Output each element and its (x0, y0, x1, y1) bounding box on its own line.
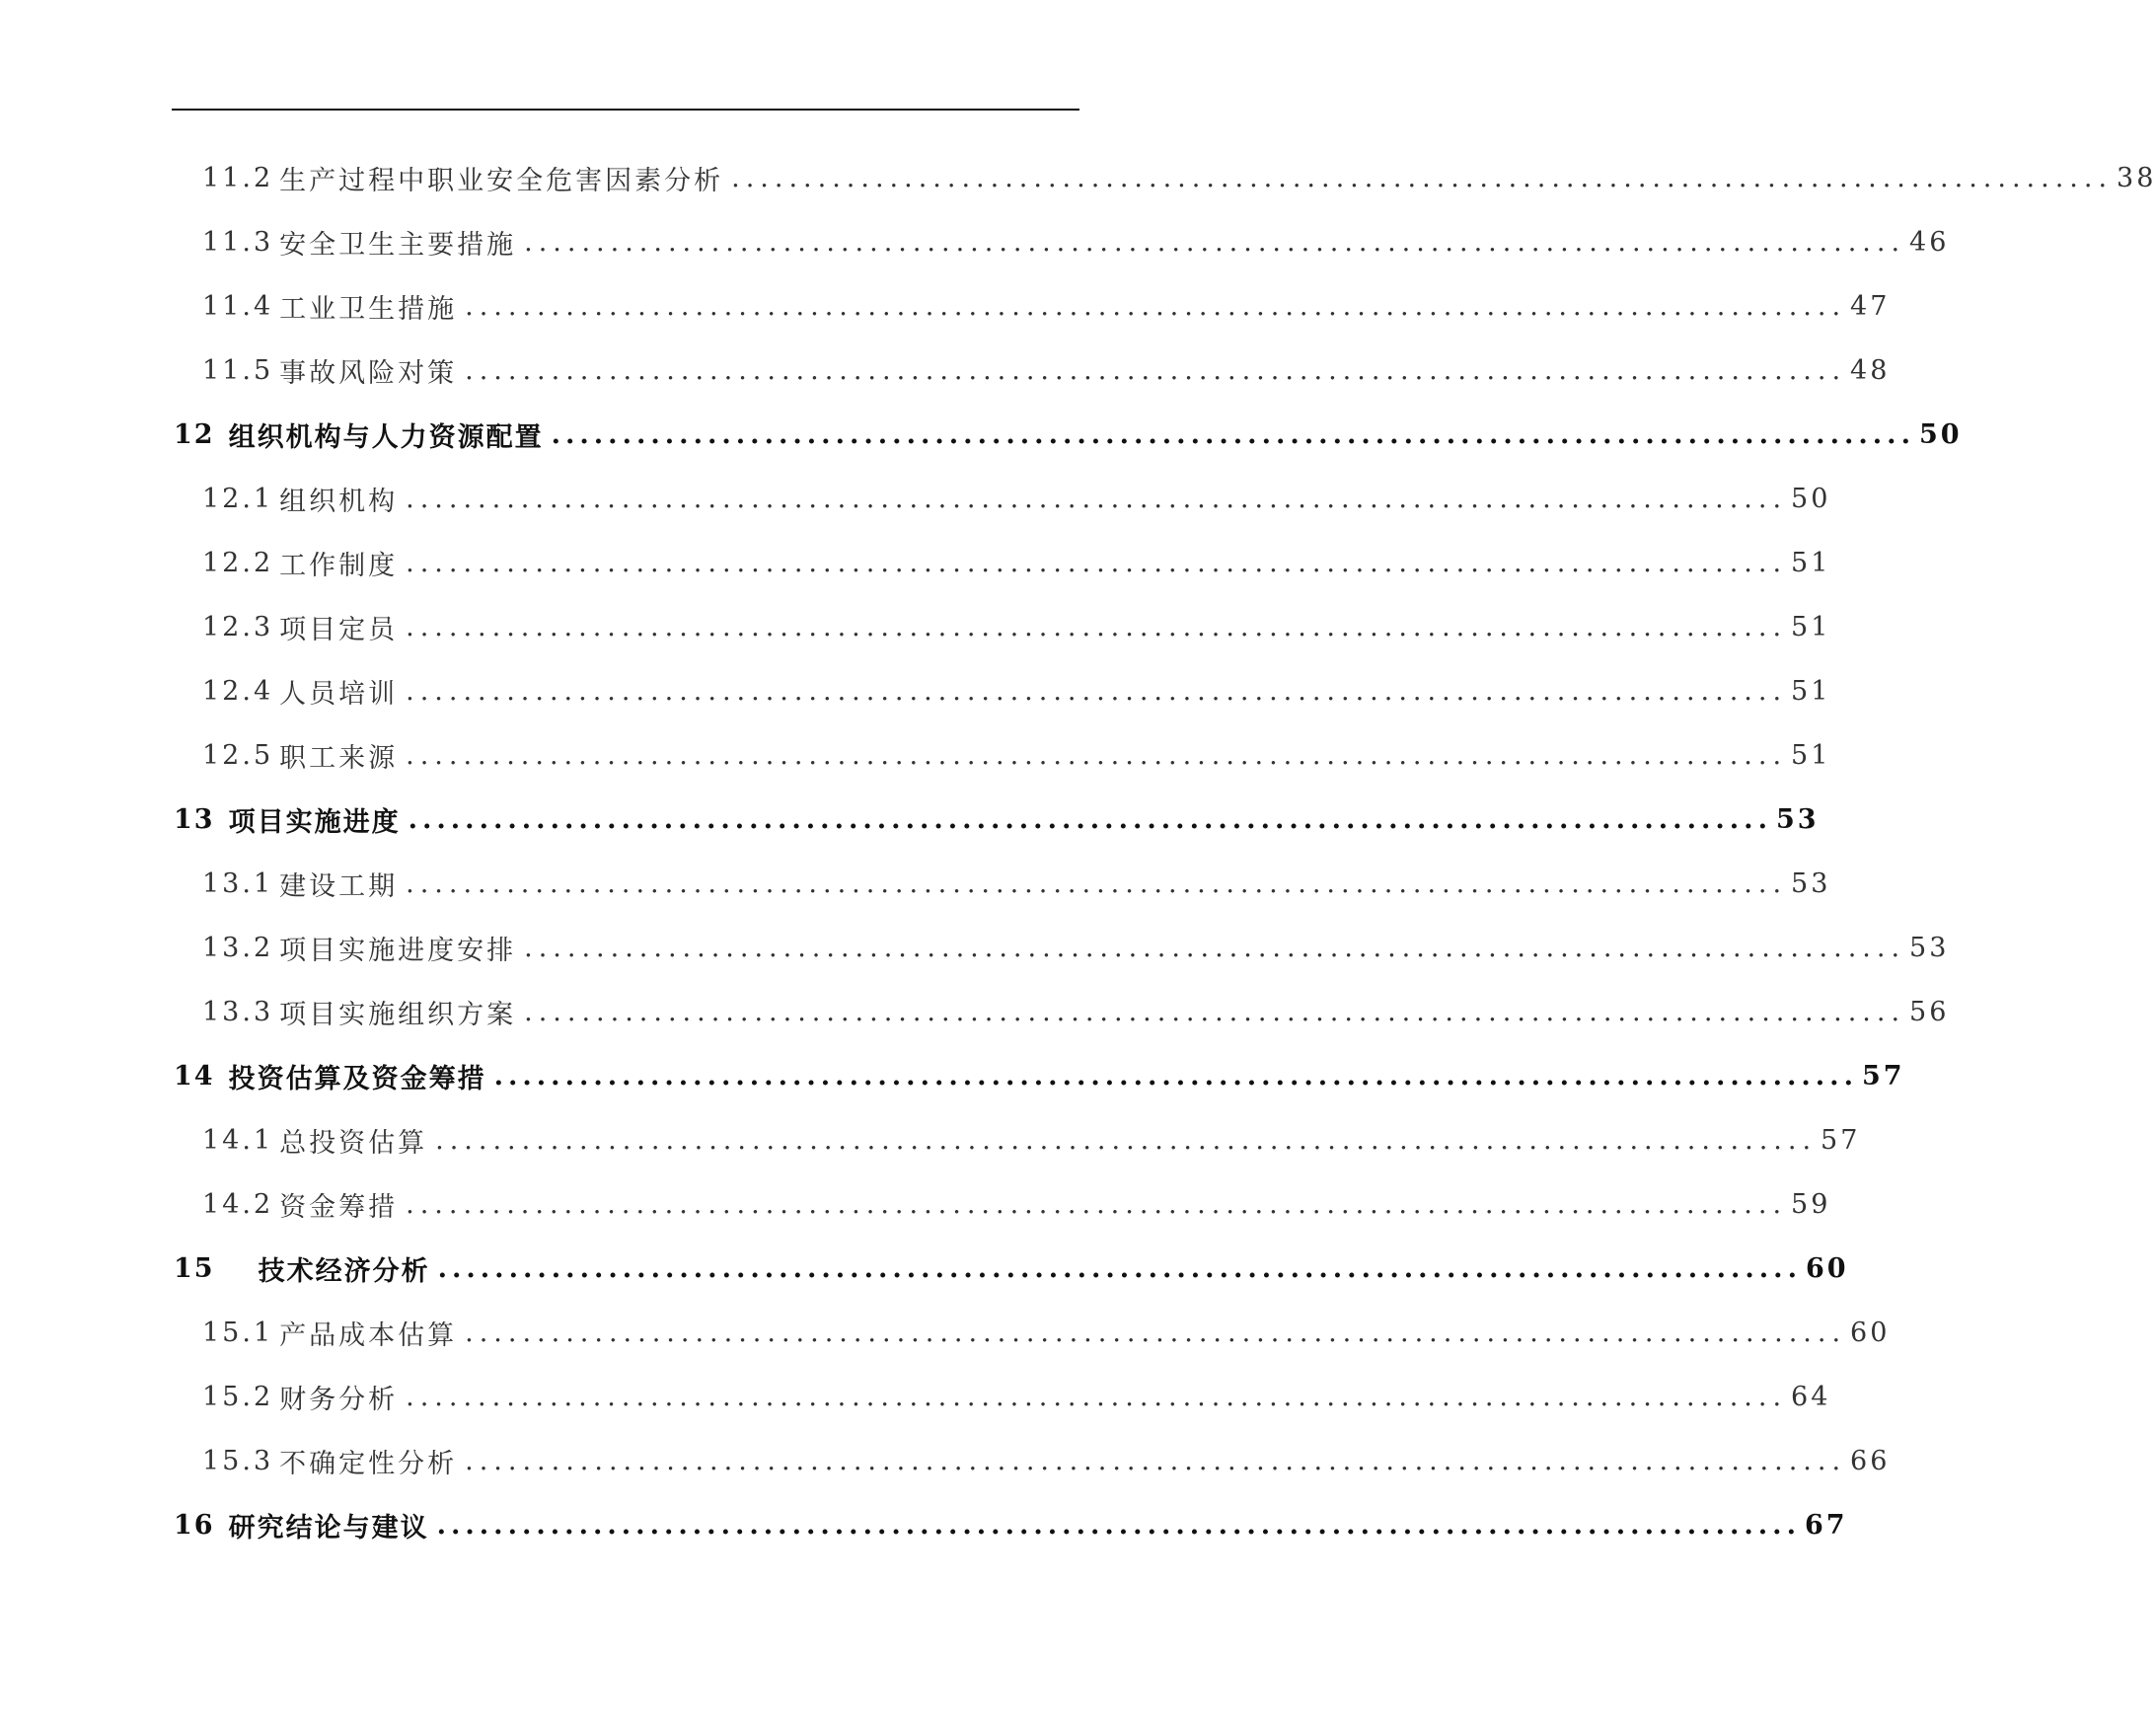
toc-entry-number: 14.2 (202, 1188, 274, 1220)
toc-entry-title: 项目实施组织方案 (279, 999, 517, 1030)
toc-entry-number: 15.2 (202, 1381, 274, 1412)
toc-entry-page: 59 (1791, 1188, 1831, 1220)
toc-entry-15-3[interactable] (202, 1441, 1891, 1480)
toc-leader-dots: ................................................................................................ (406, 547, 1788, 578)
toc-chapter-title: 组织机构与人力资源配置 (228, 421, 544, 453)
toc-chapter-page: 53 (1775, 803, 1820, 835)
toc-chapter-number: 12 (174, 418, 215, 450)
toc-entry-page: 50 (1791, 483, 1831, 514)
toc-entry-13-3[interactable] (202, 992, 1950, 1031)
toc-chapter-title: 项目实施进度 (228, 806, 401, 838)
toc-entry-page: 66 (1850, 1445, 1891, 1476)
toc-entry-page: 56 (1909, 996, 1950, 1027)
toc-entry-title: 总投资估算 (279, 1127, 428, 1159)
toc-leader-dots: ................................................................................................ (437, 1252, 1802, 1284)
toc-entry-title: 工业卫生措施 (279, 293, 458, 325)
toc-leader-dots: ................................................................................................ (731, 162, 2114, 193)
toc-entry-number: 12.5 (202, 739, 274, 771)
toc-chapter-title: 技术经济分析 (258, 1255, 430, 1287)
toc-entry-title: 财务分析 (279, 1384, 399, 1415)
toc-leader-dots: ................................................................................................ (406, 483, 1788, 514)
toc-entry-number: 15.1 (202, 1317, 274, 1348)
toc-entry-number: 13.3 (202, 996, 274, 1027)
toc-chapter-title: 研究结论与建议 (228, 1512, 429, 1544)
toc-entry-11-4[interactable] (202, 286, 1891, 326)
toc-leader-dots: ................................................................................................ (406, 611, 1788, 642)
toc-entry-number: 12.2 (202, 547, 274, 578)
toc-entry-page: 47 (1850, 290, 1891, 322)
toc-entry-number: 11.3 (202, 226, 274, 258)
toc-entry-page: 57 (1821, 1124, 1861, 1156)
toc-entry-13-2[interactable] (202, 928, 1950, 967)
toc-entry-15-1[interactable] (202, 1313, 1891, 1352)
toc-entry-page: 51 (1791, 611, 1831, 642)
toc-entry-title: 项目定员 (279, 614, 399, 645)
toc-entry-title: 事故风险对策 (279, 357, 458, 389)
toc-entry-number: 13.2 (202, 932, 274, 963)
toc-entry-14-1[interactable] (202, 1120, 1861, 1160)
toc-leader-dots: ................................................................................................ (493, 1060, 1858, 1092)
toc-chapter-number: 15 (174, 1252, 215, 1284)
toc-leader-dots: ................................................................................................ (465, 354, 1847, 386)
toc-leader-dots: ................................................................................................ (524, 226, 1906, 258)
toc-entry-page: 46 (1909, 226, 1950, 258)
toc-entry-number: 11.2 (202, 162, 274, 193)
toc-leader-dots: ................................................................................................ (406, 867, 1788, 899)
toc-chapter-13[interactable] (174, 799, 1820, 839)
toc-entry-number: 14.1 (202, 1124, 274, 1156)
toc-entry-title: 产品成本估算 (279, 1319, 458, 1351)
toc-leader-dots: ................................................................................................ (436, 1509, 1801, 1541)
toc-chapter-16[interactable] (174, 1505, 1848, 1544)
toc-entry-number: 11.5 (202, 354, 274, 386)
toc-entry-11-3[interactable] (202, 222, 1950, 262)
toc-entry-page: 48 (1850, 354, 1891, 386)
toc-entry-page: 60 (1850, 1317, 1891, 1348)
toc-entry-page: 51 (1791, 547, 1831, 578)
toc-chapter-page: 67 (1804, 1509, 1848, 1541)
toc-entry-12-2[interactable] (202, 543, 1831, 582)
toc-leader-dots: ................................................................................................ (551, 418, 1915, 450)
toc-entry-page: 53 (1791, 867, 1831, 899)
toc-entry-number: 15.3 (202, 1445, 274, 1476)
toc-chapter-number: 16 (174, 1509, 215, 1541)
toc-entry-title: 职工来源 (279, 742, 399, 774)
toc-chapter-14[interactable] (174, 1056, 1905, 1095)
toc-leader-dots: ................................................................................................ (465, 290, 1847, 322)
toc-entry-title: 项目实施进度安排 (279, 935, 517, 966)
toc-entry-title: 组织机构 (279, 486, 399, 517)
toc-chapter-15[interactable] (174, 1248, 1849, 1288)
toc-entry-number: 11.4 (202, 290, 274, 322)
toc-entry-page: 51 (1791, 739, 1831, 771)
toc-entry-12-4[interactable] (202, 671, 1831, 711)
toc-entry-title: 资金筹措 (279, 1191, 399, 1223)
toc-entry-15-2[interactable] (202, 1377, 1831, 1416)
toc-leader-dots: ................................................................................................ (524, 996, 1906, 1027)
toc-entry-14-2[interactable] (202, 1184, 1831, 1224)
toc-entry-11-2[interactable] (202, 158, 2156, 197)
toc-chapter-number: 13 (174, 803, 215, 835)
toc-entry-title: 工作制度 (279, 550, 399, 581)
toc-entry-page: 38 (2117, 162, 2156, 193)
toc-entry-12-5[interactable] (202, 735, 1831, 775)
toc-chapter-page: 50 (1918, 418, 1963, 450)
toc-entry-12-1[interactable] (202, 479, 1831, 518)
toc-entry-12-3[interactable] (202, 607, 1831, 646)
toc-entry-page: 51 (1791, 675, 1831, 707)
toc-entry-number: 12.3 (202, 611, 274, 642)
toc-entry-title: 建设工期 (279, 870, 399, 902)
toc-entry-number: 12.4 (202, 675, 274, 707)
toc-chapter-page: 57 (1861, 1060, 1905, 1092)
toc-leader-dots: ................................................................................................ (406, 739, 1788, 771)
toc-entry-13-1[interactable] (202, 864, 1831, 903)
toc-entry-number: 13.1 (202, 867, 274, 899)
toc-entry-title: 人员培训 (279, 678, 399, 710)
toc-entry-title: 生产过程中职业安全危害因素分析 (279, 165, 724, 196)
toc-chapter-page: 60 (1805, 1252, 1849, 1284)
toc-entry-title: 不确定性分析 (279, 1448, 458, 1479)
toc-leader-dots: ................................................................................................ (406, 675, 1788, 707)
toc-leader-dots: ................................................................................................ (465, 1445, 1847, 1476)
toc-leader-dots: ................................................................................................ (524, 932, 1906, 963)
toc-entry-page: 53 (1909, 932, 1950, 963)
toc-chapter-title: 投资估算及资金筹措 (228, 1063, 486, 1094)
toc-chapter-number: 14 (174, 1060, 215, 1092)
toc-chapter-12[interactable] (174, 414, 1963, 454)
toc-leader-dots: ................................................................................................ (406, 1381, 1788, 1412)
toc-entry-title: 安全卫生主要措施 (279, 229, 517, 261)
toc-entry-number: 12.1 (202, 483, 274, 514)
toc-entry-11-5[interactable] (202, 350, 1891, 390)
toc-leader-dots: ................................................................................................ (465, 1317, 1847, 1348)
toc-leader-dots: ................................................................................................ (408, 803, 1772, 835)
toc-entry-page: 64 (1791, 1381, 1831, 1412)
toc-leader-dots: ................................................................................................ (435, 1124, 1818, 1156)
toc-leader-dots: ................................................................................................ (406, 1188, 1788, 1220)
